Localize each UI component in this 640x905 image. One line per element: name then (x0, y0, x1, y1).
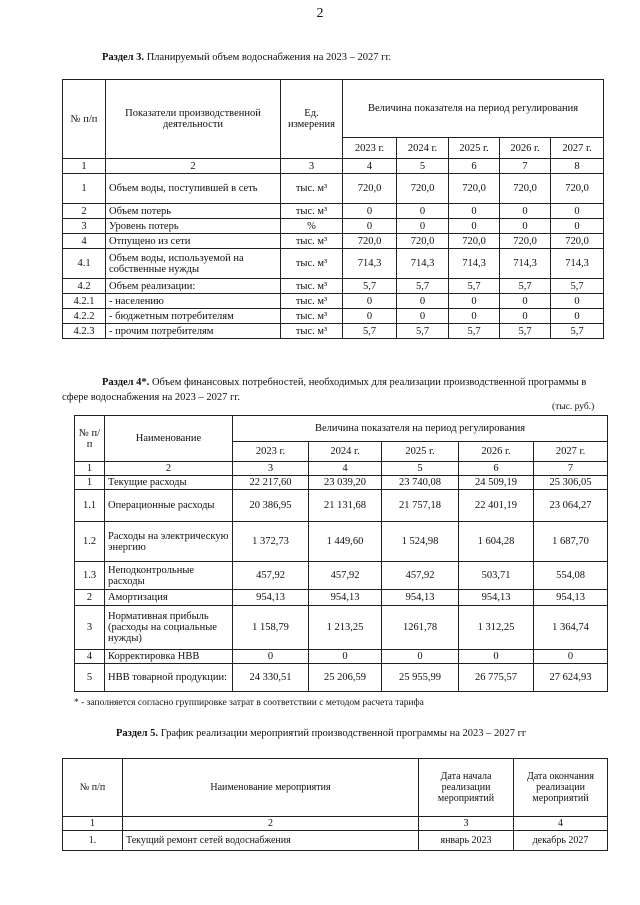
row-value: 0 (397, 309, 449, 324)
row-unit: тыс. м³ (281, 204, 343, 219)
row-value: 0 (397, 204, 449, 219)
row-value: 714,3 (343, 249, 397, 279)
row-name: Текущие расходы (105, 476, 233, 490)
row-value: 954,13 (233, 590, 309, 606)
table-row (63, 831, 608, 851)
row-value: 20 386,95 (233, 490, 309, 522)
row-name: Объем воды, используемой на собственные нужды (106, 249, 281, 279)
row-value: 0 (500, 294, 551, 309)
row-start-date: январь 2023 (419, 831, 514, 851)
row-value: 0 (343, 219, 397, 234)
row-value: 0 (397, 294, 449, 309)
section5-header-start: Дата начала реализации мероприятий (419, 759, 514, 817)
section4-title-text: Объем финансовых потребностей, необходимых для реализации производственной программы в сфере водоснабжения на 2023 – 2027 гг. (62, 377, 587, 403)
table-row (63, 204, 604, 219)
table-row (75, 590, 608, 606)
row-value: 0 (449, 309, 500, 324)
row-value: 714,3 (397, 249, 449, 279)
index-cell: 1 (63, 159, 106, 174)
row-value: 5,7 (449, 279, 500, 294)
row-name: - бюджетным потребителям (106, 309, 281, 324)
section3-header-unit: Ед. измерения (281, 80, 343, 159)
row-number: 1.1 (75, 490, 105, 522)
section3-index-row (63, 159, 604, 174)
table-row (63, 294, 604, 309)
row-value: 0 (343, 294, 397, 309)
row-value: 714,3 (449, 249, 500, 279)
row-value: 720,0 (500, 174, 551, 204)
table-row (63, 279, 604, 294)
row-name: НВВ товарной продукции: (105, 664, 233, 692)
row-value: 22 401,19 (459, 490, 534, 522)
section5-index-row (63, 817, 608, 831)
section4-header-num: № п/п (75, 416, 105, 462)
row-value: 5,7 (449, 324, 500, 339)
row-number: 4.2.2 (63, 309, 106, 324)
row-name: Текущий ремонт сетей водоснабжения (123, 831, 419, 851)
row-value: 27 624,93 (534, 664, 608, 692)
row-unit: % (281, 219, 343, 234)
index-cell: 1 (75, 462, 105, 476)
row-value: 714,3 (551, 249, 604, 279)
row-value: 714,3 (500, 249, 551, 279)
row-value: 25 955,99 (382, 664, 459, 692)
row-value: 26 775,57 (459, 664, 534, 692)
section4-header-name: Наименование (105, 416, 233, 462)
row-name: Уровень потерь (106, 219, 281, 234)
row-value: 0 (551, 219, 604, 234)
row-number: 2 (63, 204, 106, 219)
row-name: Амортизация (105, 590, 233, 606)
row-unit: тыс. м³ (281, 309, 343, 324)
row-value: 0 (309, 650, 382, 664)
section3-year: 2023 г. (343, 138, 397, 159)
table-row (63, 309, 604, 324)
row-name: - прочим потребителям (106, 324, 281, 339)
section3-year: 2024 г. (397, 138, 449, 159)
row-name: Объем потерь (106, 204, 281, 219)
row-number: 1.2 (75, 522, 105, 562)
table-row (75, 522, 608, 562)
row-number: 4 (63, 234, 106, 249)
row-value: 1 449,60 (309, 522, 382, 562)
index-cell: 3 (233, 462, 309, 476)
row-value: 0 (449, 294, 500, 309)
table-row (75, 490, 608, 522)
row-name: Объем воды, поступившей в сеть (106, 174, 281, 204)
row-value: 720,0 (551, 174, 604, 204)
row-number: 5 (75, 664, 105, 692)
row-value: 1 158,79 (233, 606, 309, 650)
row-value: 0 (343, 204, 397, 219)
row-value: 1 372,73 (233, 522, 309, 562)
row-value: 1 687,70 (534, 522, 608, 562)
row-name: Операционные расходы (105, 490, 233, 522)
table-row (63, 249, 604, 279)
row-value: 720,0 (449, 174, 500, 204)
row-unit: тыс. м³ (281, 174, 343, 204)
index-cell: 3 (419, 817, 514, 831)
row-value: 0 (449, 204, 500, 219)
row-unit: тыс. м³ (281, 234, 343, 249)
section5-title (116, 728, 526, 739)
row-value: 1 312,25 (459, 606, 534, 650)
row-value: 0 (500, 219, 551, 234)
row-name: Расходы на электрическую энергию (105, 522, 233, 562)
section4-table (74, 415, 608, 692)
row-unit: тыс. м³ (281, 294, 343, 309)
row-value: 457,92 (382, 562, 459, 590)
row-value: 0 (534, 650, 608, 664)
row-number: 4.2.1 (63, 294, 106, 309)
row-value: 0 (397, 219, 449, 234)
index-cell: 6 (449, 159, 500, 174)
table-row (63, 324, 604, 339)
row-number: 4 (75, 650, 105, 664)
row-value: 5,7 (397, 324, 449, 339)
index-cell: 6 (459, 462, 534, 476)
index-cell: 2 (105, 462, 233, 476)
row-value: 720,0 (397, 174, 449, 204)
section5-header-num: № п/п (63, 759, 123, 817)
row-name: Корректировка НВВ (105, 650, 233, 664)
row-value: 0 (233, 650, 309, 664)
page-number: 2 (316, 6, 324, 21)
section3-year: 2025 г. (449, 138, 500, 159)
section3-header-period: Величина показателя на период регулирования (343, 80, 604, 138)
row-value: 720,0 (397, 234, 449, 249)
section3-title-bold: Раздел 3. (102, 52, 145, 63)
row-value: 1261,78 (382, 606, 459, 650)
table-row (63, 219, 604, 234)
row-value: 954,13 (459, 590, 534, 606)
section4-footnote: * - заполняется согласно группировке затрат в соответствии с методом расчета тарифа (74, 698, 424, 708)
row-number: 4.1 (63, 249, 106, 279)
section4-year: 2025 г. (382, 442, 459, 462)
row-value: 21 757,18 (382, 490, 459, 522)
row-value: 22 217,60 (233, 476, 309, 490)
section4-title-bold: Раздел 4*. (102, 377, 150, 388)
row-name: Неподконтрольные расходы (105, 562, 233, 590)
row-value: 720,0 (449, 234, 500, 249)
index-cell: 7 (500, 159, 551, 174)
section4-year: 2027 г. (534, 442, 608, 462)
row-value: 1 364,74 (534, 606, 608, 650)
table-row (75, 606, 608, 650)
section4-index-row (75, 462, 608, 476)
index-cell: 2 (106, 159, 281, 174)
section3-year: 2027 г. (551, 138, 604, 159)
row-value: 24 330,51 (233, 664, 309, 692)
row-value: 457,92 (233, 562, 309, 590)
row-value: 1 213,25 (309, 606, 382, 650)
row-end-date: декабрь 2027 (514, 831, 608, 851)
row-value: 720,0 (500, 234, 551, 249)
row-value: 720,0 (343, 234, 397, 249)
table-row (75, 650, 608, 664)
section3-header-num: № п/п (63, 80, 106, 159)
row-value: 720,0 (343, 174, 397, 204)
section5-title-bold: Раздел 5. (116, 728, 159, 739)
row-name: - населению (106, 294, 281, 309)
row-unit: тыс. м³ (281, 324, 343, 339)
row-value: 5,7 (551, 279, 604, 294)
row-value: 0 (551, 294, 604, 309)
row-value: 954,13 (309, 590, 382, 606)
row-value: 5,7 (397, 279, 449, 294)
index-cell: 7 (534, 462, 608, 476)
row-number: 1.3 (75, 562, 105, 590)
section3-header-indicators: Показатели производственной деятельности (106, 80, 281, 159)
row-number: 3 (63, 219, 106, 234)
row-value: 23 064,27 (534, 490, 608, 522)
row-value: 24 509,19 (459, 476, 534, 490)
row-value: 23 740,08 (382, 476, 459, 490)
row-name: Отпущено из сети (106, 234, 281, 249)
row-value: 1 604,28 (459, 522, 534, 562)
section3-year: 2026 г. (500, 138, 551, 159)
row-value: 21 131,68 (309, 490, 382, 522)
row-value: 5,7 (343, 324, 397, 339)
row-value: 0 (500, 309, 551, 324)
index-cell: 4 (343, 159, 397, 174)
index-cell: 5 (397, 159, 449, 174)
row-value: 0 (343, 309, 397, 324)
row-value: 23 039,20 (309, 476, 382, 490)
table-row (63, 174, 604, 204)
section4-year: 2023 г. (233, 442, 309, 462)
row-value: 0 (551, 309, 604, 324)
index-cell: 4 (514, 817, 608, 831)
row-value: 5,7 (500, 324, 551, 339)
row-name: Нормативная прибыль (расходы на социальные нужды) (105, 606, 233, 650)
row-value: 954,13 (382, 590, 459, 606)
row-value: 1 524,98 (382, 522, 459, 562)
section4-header-period: Величина показателя на период регулирования (233, 416, 608, 442)
section3-table (62, 79, 604, 339)
row-number: 3 (75, 606, 105, 650)
row-number: 4.2 (63, 279, 106, 294)
section4-unit-note: (тыс. руб.) (552, 402, 595, 412)
row-value: 0 (459, 650, 534, 664)
index-cell: 8 (551, 159, 604, 174)
row-value: 0 (382, 650, 459, 664)
index-cell: 3 (281, 159, 343, 174)
section5-title-text: График реализации мероприятий производственной программы на 2023 – 2027 гг (160, 728, 527, 739)
section5-header-name: Наименование мероприятия (123, 759, 419, 817)
index-cell: 5 (382, 462, 459, 476)
row-value: 503,71 (459, 562, 534, 590)
row-value: 554,08 (534, 562, 608, 590)
row-value: 457,92 (309, 562, 382, 590)
row-number: 1 (75, 476, 105, 490)
row-number: 1 (63, 174, 106, 204)
index-cell: 2 (123, 817, 419, 831)
section4-title (62, 375, 607, 405)
index-cell: 1 (63, 817, 123, 831)
row-value: 25 206,59 (309, 664, 382, 692)
table-row (75, 664, 608, 692)
row-unit: тыс. м³ (281, 249, 343, 279)
row-value: 0 (551, 204, 604, 219)
section5-table (62, 758, 608, 851)
index-cell: 4 (309, 462, 382, 476)
section4-year: 2026 г. (459, 442, 534, 462)
row-value: 0 (449, 219, 500, 234)
table-row (75, 476, 608, 490)
row-value: 0 (500, 204, 551, 219)
row-value: 5,7 (551, 324, 604, 339)
table-row (63, 234, 604, 249)
table-row (75, 562, 608, 590)
row-unit: тыс. м³ (281, 279, 343, 294)
section4-year: 2024 г. (309, 442, 382, 462)
row-number: 4.2.3 (63, 324, 106, 339)
section3-title (102, 52, 391, 63)
row-value: 5,7 (343, 279, 397, 294)
row-value: 720,0 (551, 234, 604, 249)
row-number: 1. (63, 831, 123, 851)
row-name: Объем реализации: (106, 279, 281, 294)
row-number: 2 (75, 590, 105, 606)
row-value: 954,13 (534, 590, 608, 606)
section5-header-end: Дата окончания реализации мероприятий (514, 759, 608, 817)
row-value: 25 306,05 (534, 476, 608, 490)
row-value: 5,7 (500, 279, 551, 294)
section3-title-text: Планируемый объем водоснабжения на 2023 – 2027 гг. (146, 52, 392, 63)
